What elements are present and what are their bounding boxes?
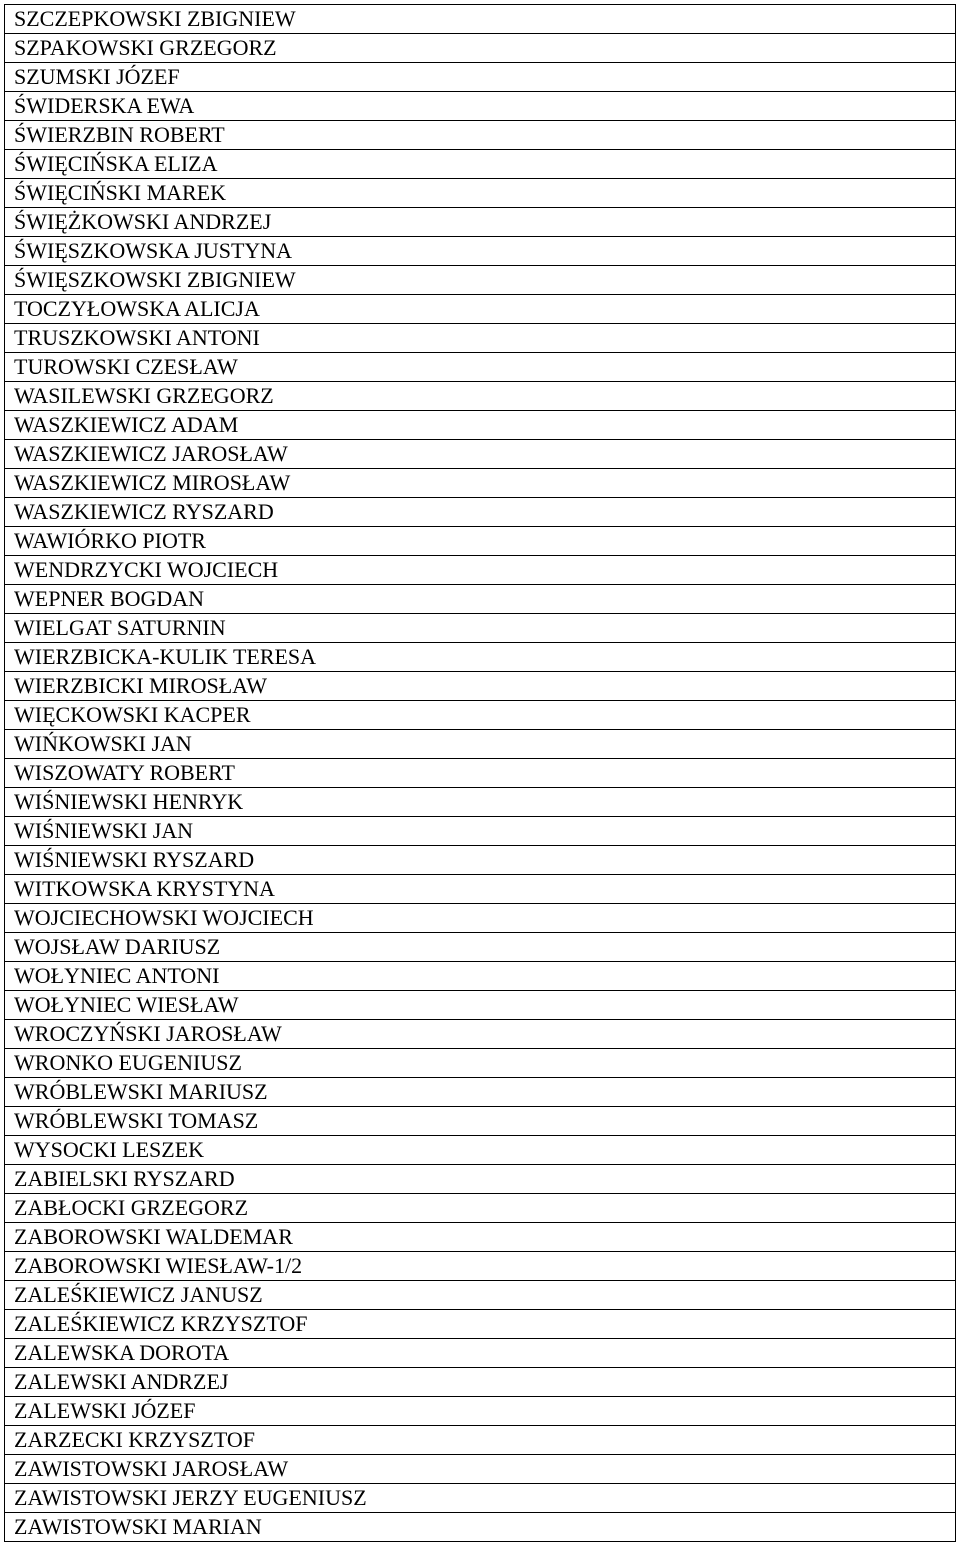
names-table-body xyxy=(5,5,956,1542)
table-row xyxy=(5,730,956,759)
name-cell: WOŁYNIEC WIESŁAW xyxy=(5,991,956,1020)
table-row xyxy=(5,1455,956,1484)
name-cell: WASILEWSKI GRZEGORZ xyxy=(5,382,956,411)
name-cell: ZALEWSKI ANDRZEJ xyxy=(5,1368,956,1397)
table-row xyxy=(5,875,956,904)
name-cell: ZALEWSKI JÓZEF xyxy=(5,1397,956,1426)
table-row xyxy=(5,1368,956,1397)
table-row xyxy=(5,643,956,672)
table-row xyxy=(5,904,956,933)
name-cell: ŚWIERZBIN ROBERT xyxy=(5,121,956,150)
table-row xyxy=(5,440,956,469)
table-row xyxy=(5,788,956,817)
name-cell: WAWIÓRKO PIOTR xyxy=(5,527,956,556)
name-cell: ŚWIĘCIŃSKI MAREK xyxy=(5,179,956,208)
table-row xyxy=(5,1165,956,1194)
table-row xyxy=(5,991,956,1020)
name-cell: WIŚNIEWSKI RYSZARD xyxy=(5,846,956,875)
table-row xyxy=(5,962,956,991)
table-row xyxy=(5,846,956,875)
table-row xyxy=(5,121,956,150)
name-cell: WYSOCKI LESZEK xyxy=(5,1136,956,1165)
table-row xyxy=(5,1339,956,1368)
name-cell: TUROWSKI CZESŁAW xyxy=(5,353,956,382)
name-cell: ZAWISTOWSKI MARIAN xyxy=(5,1513,956,1542)
name-cell: WEPNER BOGDAN xyxy=(5,585,956,614)
name-cell: WRONKO EUGENIUSZ xyxy=(5,1049,956,1078)
name-cell: ZALEŚKIEWICZ JANUSZ xyxy=(5,1281,956,1310)
name-cell: TOCZYŁOWSKA ALICJA xyxy=(5,295,956,324)
table-row xyxy=(5,237,956,266)
table-row xyxy=(5,1223,956,1252)
table-row xyxy=(5,295,956,324)
name-cell: ZALEŚKIEWICZ KRZYSZTOF xyxy=(5,1310,956,1339)
table-row xyxy=(5,1078,956,1107)
table-row xyxy=(5,1397,956,1426)
name-cell: ŚWIDERSKA EWA xyxy=(5,92,956,121)
name-cell: WITKOWSKA KRYSTYNA xyxy=(5,875,956,904)
table-row xyxy=(5,672,956,701)
table-row xyxy=(5,63,956,92)
table-row xyxy=(5,5,956,34)
name-cell: ŚWIĘSZKOWSKI ZBIGNIEW xyxy=(5,266,956,295)
name-cell: WRÓBLEWSKI TOMASZ xyxy=(5,1107,956,1136)
name-cell: SZPAKOWSKI GRZEGORZ xyxy=(5,34,956,63)
names-table xyxy=(4,4,956,1542)
table-row xyxy=(5,556,956,585)
name-cell: WENDRZYCKI WOJCIECH xyxy=(5,556,956,585)
name-cell: ZAWISTOWSKI JERZY EUGENIUSZ xyxy=(5,1484,956,1513)
table-row xyxy=(5,1020,956,1049)
table-row xyxy=(5,1107,956,1136)
name-cell: WIŚNIEWSKI HENRYK xyxy=(5,788,956,817)
name-cell: ŚWIĘCIŃSKA ELIZA xyxy=(5,150,956,179)
name-cell: ZABŁOCKI GRZEGORZ xyxy=(5,1194,956,1223)
name-cell: ZABOROWSKI WALDEMAR xyxy=(5,1223,956,1252)
table-row xyxy=(5,614,956,643)
table-row xyxy=(5,92,956,121)
name-cell: SZCZEPKOWSKI ZBIGNIEW xyxy=(5,5,956,34)
name-cell: ZABIELSKI RYSZARD xyxy=(5,1165,956,1194)
table-row xyxy=(5,208,956,237)
name-cell: WISZOWATY ROBERT xyxy=(5,759,956,788)
table-row xyxy=(5,527,956,556)
name-cell: WOJCIECHOWSKI WOJCIECH xyxy=(5,904,956,933)
name-cell: ŚWIĘŻKOWSKI ANDRZEJ xyxy=(5,208,956,237)
table-row xyxy=(5,1049,956,1078)
table-row xyxy=(5,498,956,527)
table-row xyxy=(5,585,956,614)
name-cell: WOŁYNIEC ANTONI xyxy=(5,962,956,991)
table-row xyxy=(5,150,956,179)
table-row xyxy=(5,1252,956,1281)
name-cell: WIERZBICKA-KULIK TERESA xyxy=(5,643,956,672)
name-cell: WASZKIEWICZ ADAM xyxy=(5,411,956,440)
name-cell: WASZKIEWICZ JAROSŁAW xyxy=(5,440,956,469)
name-cell: ZARZECKI KRZYSZTOF xyxy=(5,1426,956,1455)
name-cell: TRUSZKOWSKI ANTONI xyxy=(5,324,956,353)
name-cell: WIŚNIEWSKI JAN xyxy=(5,817,956,846)
table-row xyxy=(5,933,956,962)
name-cell: WRÓBLEWSKI MARIUSZ xyxy=(5,1078,956,1107)
table-row xyxy=(5,353,956,382)
name-cell: WIELGAT SATURNIN xyxy=(5,614,956,643)
name-cell: WIĘCKOWSKI KACPER xyxy=(5,701,956,730)
name-cell: WASZKIEWICZ RYSZARD xyxy=(5,498,956,527)
name-cell: ŚWIĘSZKOWSKA JUSTYNA xyxy=(5,237,956,266)
table-row xyxy=(5,701,956,730)
table-row xyxy=(5,382,956,411)
table-row xyxy=(5,179,956,208)
name-cell: SZUMSKI JÓZEF xyxy=(5,63,956,92)
table-row xyxy=(5,266,956,295)
table-row xyxy=(5,1513,956,1542)
name-cell: WROCZYŃSKI JAROSŁAW xyxy=(5,1020,956,1049)
table-row xyxy=(5,1194,956,1223)
name-cell: WASZKIEWICZ MIROSŁAW xyxy=(5,469,956,498)
table-row xyxy=(5,1136,956,1165)
name-cell: ZAWISTOWSKI JAROSŁAW xyxy=(5,1455,956,1484)
name-cell: WOJSŁAW DARIUSZ xyxy=(5,933,956,962)
name-cell: WIŃKOWSKI JAN xyxy=(5,730,956,759)
table-row xyxy=(5,1281,956,1310)
table-row xyxy=(5,759,956,788)
table-row xyxy=(5,1310,956,1339)
table-row xyxy=(5,411,956,440)
table-row xyxy=(5,817,956,846)
name-cell: WIERZBICKI MIROSŁAW xyxy=(5,672,956,701)
name-cell: ZABOROWSKI WIESŁAW-1/2 xyxy=(5,1252,956,1281)
table-row xyxy=(5,469,956,498)
table-row xyxy=(5,1484,956,1513)
name-cell: ZALEWSKA DOROTA xyxy=(5,1339,956,1368)
table-row xyxy=(5,1426,956,1455)
table-row xyxy=(5,34,956,63)
table-row xyxy=(5,324,956,353)
